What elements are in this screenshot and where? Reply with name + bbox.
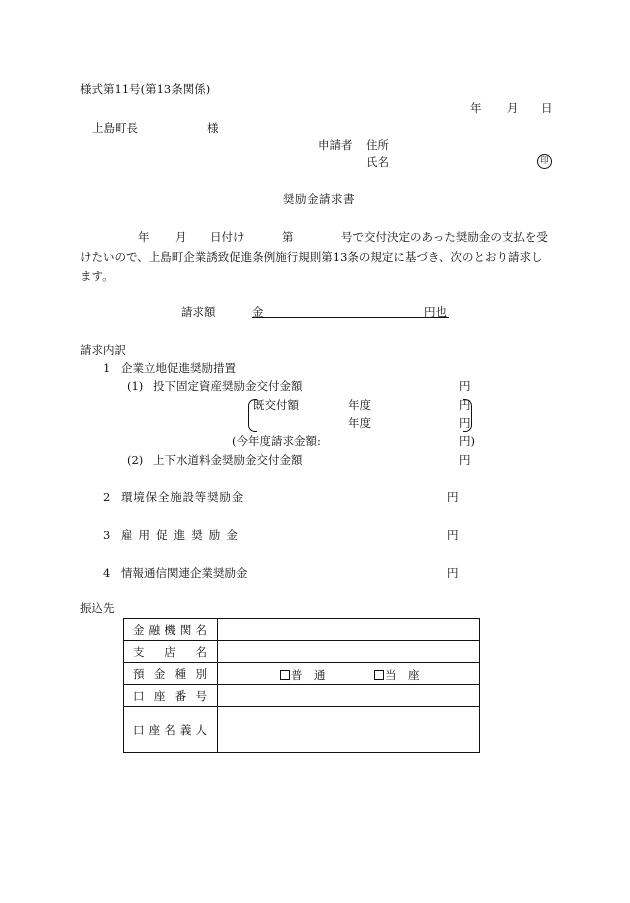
this-year-label: (今年度請求金額: <box>232 434 321 448</box>
account-type-cell[interactable] <box>218 663 480 685</box>
body-dai: 第 <box>282 230 294 244</box>
document-title: 奨励金請求書 <box>283 192 355 206</box>
item2-no: 2 <box>103 490 111 504</box>
item2-yen: 円 <box>447 490 459 504</box>
table-row <box>124 685 480 707</box>
amount-prefix: 金 <box>252 305 264 319</box>
amount-underline <box>252 316 449 318</box>
body-year: 年 <box>138 230 150 244</box>
date-year: 年 <box>470 101 482 115</box>
current-option[interactable] <box>374 667 420 683</box>
amount-label: 請求額 <box>181 305 216 319</box>
item3-label: 雇 用 促 進 奨 励 金 <box>121 528 240 542</box>
account-number-cell[interactable] <box>218 685 480 707</box>
applicant-address-label: 住所 <box>366 138 389 152</box>
item1-no: 1 <box>103 361 111 375</box>
addressee-name: 上島町長 <box>92 121 138 135</box>
transfer-heading: 振込先 <box>80 601 115 615</box>
body-line2: けたいので、上島町企業誘致促進条例施行規則第13条の規定に基づき、次のとおり請求し <box>80 250 543 264</box>
date-day: 日 <box>541 101 553 115</box>
current-checkbox[interactable] <box>374 670 384 680</box>
already-year2: 年度 <box>348 416 371 430</box>
bank-name-label: 金融機関名 <box>124 619 218 641</box>
table-row <box>124 619 480 641</box>
addressee-honorific: 様 <box>207 121 219 135</box>
date-month: 月 <box>507 101 519 115</box>
already-year1: 年度 <box>348 398 371 412</box>
body-line3: ます。 <box>80 269 114 283</box>
applicant-name-label: 氏名 <box>366 155 389 169</box>
account-number-label: 口座番号 <box>124 685 218 707</box>
details-heading: 請求内訳 <box>80 343 126 357</box>
item3-no: 3 <box>103 528 111 542</box>
branch-cell[interactable] <box>218 641 480 663</box>
ordinary-label: 普 通 <box>291 668 326 682</box>
ordinary-option[interactable] <box>280 667 326 683</box>
item4-label: 情報通信関連企業奨励金 <box>121 566 248 580</box>
item1-label: 企業立地促進奨励措置 <box>121 361 236 375</box>
ordinary-checkbox[interactable] <box>280 670 290 680</box>
applicant-label: 申請者 <box>318 138 353 152</box>
amount-suffix: 円也 <box>424 305 447 319</box>
item4-no: 4 <box>103 566 111 580</box>
account-holder-label: 口座名義人 <box>124 707 218 753</box>
item4-yen: 円 <box>447 566 459 580</box>
body-line1: 号で交付決定のあった奨励金の支払を受 <box>341 230 548 244</box>
sub1-yen: 円 <box>459 379 471 393</box>
seal-mark: 印 <box>537 154 552 169</box>
already-label: 既交付額 <box>253 398 299 412</box>
table-row <box>124 641 480 663</box>
form-number: 様式第11号(第13条関係) <box>80 82 211 96</box>
bank-name-cell[interactable] <box>218 619 480 641</box>
body-month: 月 <box>175 230 187 244</box>
current-label: 当 座 <box>385 668 420 682</box>
account-type-label: 預金種別 <box>124 663 218 685</box>
account-holder-cell[interactable] <box>218 707 480 753</box>
branch-label: 支店名 <box>124 641 218 663</box>
item3-yen: 円 <box>447 528 459 542</box>
already-yen1: 円 <box>459 398 471 412</box>
sub1-no: (1) <box>127 379 144 393</box>
item2-label: 環境保全施設等奨励金 <box>121 490 244 504</box>
table-row <box>124 663 480 685</box>
bank-account-table <box>123 618 480 753</box>
sub2-no: (2) <box>127 453 144 467</box>
body-dated: 日付け <box>210 230 245 244</box>
sub2-yen: 円 <box>459 453 471 467</box>
sub2-label: 上下水道料金奨励金交付金額 <box>153 453 303 467</box>
sub1-label: 投下固定資産奨励金交付金額 <box>153 379 303 393</box>
this-year-yen: 円) <box>459 434 475 448</box>
table-row <box>124 707 480 753</box>
already-yen2: 円 <box>459 416 471 430</box>
